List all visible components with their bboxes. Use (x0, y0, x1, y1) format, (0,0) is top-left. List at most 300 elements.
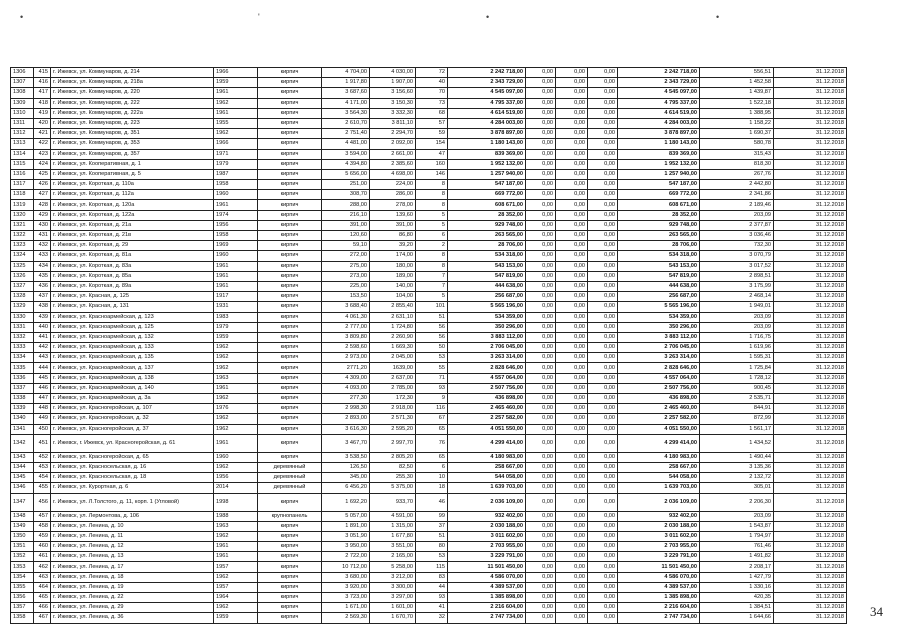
rate-per-m2-cell: 844,91 (700, 404, 774, 414)
wall-material-cell: кирпич (258, 302, 322, 312)
wall-material-cell: кирпич (258, 322, 322, 332)
rate-per-m2-cell: 2 535,71 (700, 394, 774, 404)
date-cell: 31.12.2018 (774, 118, 847, 128)
living-area-cell: 2 855,40 (370, 302, 416, 312)
date-cell: 31.12.2018 (774, 129, 847, 139)
table-row (11, 159, 847, 169)
year-built-cell: 1957 (214, 562, 258, 572)
zero-value-cell: 0,00 (556, 68, 588, 78)
table-row (11, 542, 847, 552)
zero-value-cell: 0,00 (588, 78, 618, 88)
zero-value-cell: 0,00 (588, 68, 618, 78)
residents-count-cell: 9 (416, 394, 448, 404)
value-residual-cell: 4 284 003,00 (618, 118, 700, 128)
rate-per-m2-cell: 1 427,79 (700, 572, 774, 582)
address-cell: г. Ижевск, ул. Коммунаров, д. 353 (51, 139, 214, 149)
value-total-cell: 1 257 940,00 (448, 169, 526, 179)
living-area-cell: 2 595,20 (370, 424, 416, 434)
zero-value-cell: 0,00 (556, 562, 588, 572)
housing-register-table (10, 67, 847, 624)
rate-per-m2-cell: 1 716,75 (700, 332, 774, 342)
rate-per-m2-cell: 900,45 (700, 383, 774, 393)
wall-material-cell: кирпич (258, 414, 322, 424)
wall-material-cell: кирпич (258, 552, 322, 562)
living-area-cell: 2 661,00 (370, 149, 416, 159)
table-row (11, 363, 847, 373)
total-area-cell: 2 973,00 (322, 353, 370, 363)
record-id: 464 (34, 582, 51, 592)
record-id: 433 (34, 251, 51, 261)
residents-count-cell: 5 (416, 292, 448, 302)
value-residual-cell: 2 242 718,00 (618, 68, 700, 78)
address-cell: г. Ижевск, ул. Коммунаров, д. 218а (51, 78, 214, 88)
rate-per-m2-cell: 1 949,01 (700, 302, 774, 312)
record-id: 458 (34, 521, 51, 531)
total-area-cell: 1 917,80 (322, 78, 370, 88)
value-total-cell: 3 878 897,00 (448, 129, 526, 139)
value-total-cell: 4 545 097,00 (448, 88, 526, 98)
rate-per-m2-cell: 1 595,31 (700, 353, 774, 363)
value-residual-cell: 2 257 582,00 (618, 414, 700, 424)
rate-per-m2-cell: 315,43 (700, 149, 774, 159)
zero-value-cell: 0,00 (526, 210, 556, 220)
residents-count-cell: 41 (416, 603, 448, 613)
residents-count-cell: 51 (416, 312, 448, 322)
wall-material-cell: кирпич (258, 149, 322, 159)
wall-material-cell: кирпич (258, 108, 322, 118)
value-residual-cell: 2 706 045,00 (618, 343, 700, 353)
rate-per-m2-cell: 1 388,95 (700, 108, 774, 118)
total-area-cell: 273,00 (322, 271, 370, 281)
table-row (11, 98, 847, 108)
row-number: 1310 (11, 108, 34, 118)
living-area-cell: 5 258,00 (370, 562, 416, 572)
table-row (11, 251, 847, 261)
wall-material-cell: кирпич (258, 231, 322, 241)
value-residual-cell: 1 952 132,00 (618, 159, 700, 169)
zero-value-cell: 0,00 (526, 603, 556, 613)
rate-per-m2-cell: 761,46 (700, 542, 774, 552)
year-built-cell: 1962 (214, 531, 258, 541)
date-cell: 31.12.2018 (774, 180, 847, 190)
zero-value-cell: 0,00 (526, 473, 556, 483)
table-row (11, 473, 847, 483)
rate-per-m2-cell: 3 017,52 (700, 261, 774, 271)
living-area-cell: 1 601,00 (370, 603, 416, 613)
table-row (11, 220, 847, 230)
value-residual-cell: 4 586 070,00 (618, 572, 700, 582)
living-area-cell: 1 677,80 (370, 531, 416, 541)
table-row (11, 493, 847, 511)
zero-value-cell: 0,00 (588, 511, 618, 521)
value-residual-cell: 534 359,00 (618, 312, 700, 322)
address-cell: г. Ижевск, ул. Ленина, д. 22 (51, 593, 214, 603)
zero-value-cell: 0,00 (556, 210, 588, 220)
table-row (11, 200, 847, 210)
zero-value-cell: 0,00 (588, 159, 618, 169)
zero-value-cell: 0,00 (556, 383, 588, 393)
rate-per-m2-cell: 3 175,99 (700, 281, 774, 291)
residents-count-cell: 93 (416, 383, 448, 393)
record-id: 461 (34, 552, 51, 562)
address-cell: г. Ижевск, ул. Кооперативная, д. 5 (51, 169, 214, 179)
record-id: 457 (34, 511, 51, 521)
record-id: 454 (34, 473, 51, 483)
zero-value-cell: 0,00 (588, 98, 618, 108)
zero-value-cell: 0,00 (556, 88, 588, 98)
total-area-cell: 4 394,80 (322, 159, 370, 169)
total-area-cell: 2 777,00 (322, 322, 370, 332)
rate-per-m2-cell: 1 543,87 (700, 521, 774, 531)
year-built-cell: 1961 (214, 108, 258, 118)
residents-count-cell: 8 (416, 200, 448, 210)
residents-count-cell: 7 (416, 281, 448, 291)
row-number: 1356 (11, 593, 34, 603)
wall-material-cell: кирпич (258, 383, 322, 393)
zero-value-cell: 0,00 (526, 88, 556, 98)
living-area-cell: 5 375,00 (370, 483, 416, 493)
total-area-cell: 2 893,00 (322, 414, 370, 424)
year-built-cell: 1961 (214, 281, 258, 291)
zero-value-cell: 0,00 (588, 483, 618, 493)
year-built-cell: 1960 (214, 452, 258, 462)
address-cell: г. Ижевск, ул. Короткая, д. 21а (51, 220, 214, 230)
value-total-cell: 932 402,00 (448, 511, 526, 521)
value-total-cell: 3 883 112,00 (448, 332, 526, 342)
rate-per-m2-cell: 2 377,87 (700, 220, 774, 230)
value-total-cell: 2 507 756,00 (448, 383, 526, 393)
date-cell: 31.12.2018 (774, 363, 847, 373)
table-row (11, 572, 847, 582)
address-cell: г. Ижевск, ул. Ленина, д. 10 (51, 521, 214, 531)
record-id: 447 (34, 394, 51, 404)
row-number: 1345 (11, 473, 34, 483)
wall-material-cell: деревянный (258, 462, 322, 472)
row-number: 1341 (11, 424, 34, 434)
table-row (11, 129, 847, 139)
rate-per-m2-cell: 203,09 (700, 312, 774, 322)
zero-value-cell: 0,00 (556, 462, 588, 472)
record-id: 467 (34, 613, 51, 623)
living-area-cell: 39,20 (370, 241, 416, 251)
zero-value-cell: 0,00 (556, 552, 588, 562)
record-id: 451 (34, 434, 51, 452)
rate-per-m2-cell: 3 070,79 (700, 251, 774, 261)
row-number: 1332 (11, 332, 34, 342)
value-residual-cell: 3 263 314,00 (618, 353, 700, 363)
rate-per-m2-cell: 2 132,72 (700, 473, 774, 483)
record-id: 430 (34, 220, 51, 230)
zero-value-cell: 0,00 (588, 542, 618, 552)
zero-value-cell: 0,00 (556, 190, 588, 200)
record-id: 465 (34, 593, 51, 603)
value-total-cell: 3 011 602,00 (448, 531, 526, 541)
value-residual-cell: 4 389 537,00 (618, 582, 700, 592)
year-built-cell: 1961 (214, 434, 258, 452)
row-number: 1349 (11, 521, 34, 531)
year-built-cell: 1963 (214, 373, 258, 383)
zero-value-cell: 0,00 (588, 129, 618, 139)
year-built-cell: 1962 (214, 353, 258, 363)
zero-value-cell: 0,00 (588, 414, 618, 424)
row-number: 1326 (11, 271, 34, 281)
address-cell: г. Ижевск, ул. Ленина, д. 13 (51, 552, 214, 562)
residents-count-cell: 2 (416, 241, 448, 251)
table-row (11, 552, 847, 562)
address-cell: г. Ижевск, ул. Короткая, д. 81а (51, 251, 214, 261)
value-total-cell: 534 359,00 (448, 312, 526, 322)
living-area-cell: 2 997,70 (370, 434, 416, 452)
wall-material-cell: кирпич (258, 434, 322, 452)
residents-count-cell: 116 (416, 404, 448, 414)
table-row (11, 78, 847, 88)
wall-material-cell: деревянный (258, 473, 322, 483)
rate-per-m2-cell: 420,35 (700, 593, 774, 603)
residents-count-cell: 40 (416, 78, 448, 88)
zero-value-cell: 0,00 (588, 108, 618, 118)
value-residual-cell: 608 671,00 (618, 200, 700, 210)
year-built-cell: 1964 (214, 593, 258, 603)
value-residual-cell: 4 180 983,00 (618, 452, 700, 462)
value-residual-cell: 547 187,00 (618, 180, 700, 190)
zero-value-cell: 0,00 (556, 483, 588, 493)
date-cell: 31.12.2018 (774, 542, 847, 552)
living-area-cell: 172,30 (370, 394, 416, 404)
residents-count-cell: 53 (416, 552, 448, 562)
record-id: 443 (34, 353, 51, 363)
record-id: 448 (34, 404, 51, 414)
value-residual-cell: 2 703 955,00 (618, 542, 700, 552)
value-residual-cell: 839 369,00 (618, 149, 700, 159)
zero-value-cell: 0,00 (588, 271, 618, 281)
living-area-cell: 3 297,00 (370, 593, 416, 603)
value-residual-cell: 28 706,00 (618, 241, 700, 251)
total-area-cell: 5 057,00 (322, 511, 370, 521)
value-residual-cell: 3 883 112,00 (618, 332, 700, 342)
residents-count-cell: 8 (416, 251, 448, 261)
rate-per-m2-cell: 2 468,14 (700, 292, 774, 302)
table-row (11, 521, 847, 531)
date-cell: 31.12.2018 (774, 373, 847, 383)
date-cell: 31.12.2018 (774, 511, 847, 521)
row-number: 1342 (11, 434, 34, 452)
table-row (11, 424, 847, 434)
zero-value-cell: 0,00 (526, 493, 556, 511)
zero-value-cell: 0,00 (588, 220, 618, 230)
table-row (11, 394, 847, 404)
table-row (11, 332, 847, 342)
year-built-cell: 1957 (214, 582, 258, 592)
year-built-cell: 1974 (214, 210, 258, 220)
rate-per-m2-cell: 2 208,17 (700, 562, 774, 572)
table-row (11, 353, 847, 363)
record-id: 456 (34, 493, 51, 511)
row-number: 1307 (11, 78, 34, 88)
total-area-cell: 4 704,00 (322, 68, 370, 78)
rate-per-m2-cell: 732,30 (700, 241, 774, 251)
value-total-cell: 4 180 983,00 (448, 452, 526, 462)
zero-value-cell: 0,00 (526, 129, 556, 139)
value-total-cell: 544 058,00 (448, 473, 526, 483)
zero-value-cell: 0,00 (588, 343, 618, 353)
wall-material-cell: кирпич (258, 542, 322, 552)
date-cell: 31.12.2018 (774, 394, 847, 404)
table-row (11, 261, 847, 271)
table-row (11, 383, 847, 393)
table-row (11, 414, 847, 424)
value-residual-cell: 4 614 519,00 (618, 108, 700, 118)
total-area-cell: 3 809,80 (322, 332, 370, 342)
row-number: 1333 (11, 343, 34, 353)
zero-value-cell: 0,00 (588, 572, 618, 582)
value-residual-cell: 3 011 602,00 (618, 531, 700, 541)
wall-material-cell: кирпич (258, 613, 322, 623)
year-built-cell: 1961 (214, 383, 258, 393)
value-total-cell: 4 284 003,00 (448, 118, 526, 128)
table-row (11, 139, 847, 149)
zero-value-cell: 0,00 (556, 434, 588, 452)
value-total-cell: 2 036 109,00 (448, 493, 526, 511)
record-id: 420 (34, 118, 51, 128)
living-area-cell: 2 805,20 (370, 452, 416, 462)
wall-material-cell: кирпич (258, 139, 322, 149)
row-number: 1350 (11, 531, 34, 541)
date-cell: 31.12.2018 (774, 312, 847, 322)
record-id: 424 (34, 159, 51, 169)
zero-value-cell: 0,00 (526, 241, 556, 251)
zero-value-cell: 0,00 (526, 180, 556, 190)
row-number: 1327 (11, 281, 34, 291)
zero-value-cell: 0,00 (588, 180, 618, 190)
date-cell: 31.12.2018 (774, 562, 847, 572)
residents-count-cell: 7 (416, 271, 448, 281)
row-number: 1340 (11, 414, 34, 424)
zero-value-cell: 0,00 (556, 271, 588, 281)
value-residual-cell: 11 501 450,00 (618, 562, 700, 572)
value-residual-cell: 444 638,00 (618, 281, 700, 291)
date-cell: 31.12.2018 (774, 292, 847, 302)
year-built-cell: 1962 (214, 343, 258, 353)
living-area-cell: 3 551,00 (370, 542, 416, 552)
zero-value-cell: 0,00 (526, 322, 556, 332)
zero-value-cell: 0,00 (526, 149, 556, 159)
address-cell: г. Ижевск, ул. Красная, д. 131 (51, 302, 214, 312)
address-cell: г. Ижевск, ул. Красноармейская, д. 123 (51, 312, 214, 322)
row-number: 1344 (11, 462, 34, 472)
zero-value-cell: 0,00 (526, 404, 556, 414)
zero-value-cell: 0,00 (588, 200, 618, 210)
residents-count-cell: 101 (416, 302, 448, 312)
zero-value-cell: 0,00 (556, 200, 588, 210)
value-residual-cell: 5 565 196,00 (618, 302, 700, 312)
living-area-cell: 2 260,90 (370, 332, 416, 342)
zero-value-cell: 0,00 (556, 322, 588, 332)
year-built-cell: 1962 (214, 462, 258, 472)
row-number: 1308 (11, 88, 34, 98)
living-area-cell: 4 698,00 (370, 169, 416, 179)
total-area-cell: 6 456,20 (322, 483, 370, 493)
total-area-cell: 10 712,00 (322, 562, 370, 572)
year-built-cell: 1962 (214, 603, 258, 613)
year-built-cell: 1961 (214, 552, 258, 562)
zero-value-cell: 0,00 (556, 108, 588, 118)
value-residual-cell: 3 878 897,00 (618, 129, 700, 139)
zero-value-cell: 0,00 (588, 210, 618, 220)
zero-value-cell: 0,00 (526, 562, 556, 572)
date-cell: 31.12.2018 (774, 241, 847, 251)
value-total-cell: 258 667,00 (448, 462, 526, 472)
rate-per-m2-cell: 1 439,87 (700, 88, 774, 98)
row-number: 1335 (11, 363, 34, 373)
record-id: 416 (34, 78, 51, 88)
value-total-cell: 436 898,00 (448, 394, 526, 404)
living-area-cell: 224,00 (370, 180, 416, 190)
value-total-cell: 669 772,00 (448, 190, 526, 200)
zero-value-cell: 0,00 (526, 281, 556, 291)
zero-value-cell: 0,00 (526, 139, 556, 149)
wall-material-cell: кирпич (258, 531, 322, 541)
residents-count-cell: 8 (416, 261, 448, 271)
zero-value-cell: 0,00 (556, 582, 588, 592)
value-total-cell: 2 343 729,00 (448, 78, 526, 88)
zero-value-cell: 0,00 (526, 159, 556, 169)
value-residual-cell: 263 565,00 (618, 231, 700, 241)
zero-value-cell: 0,00 (556, 78, 588, 88)
year-built-cell: 1971 (214, 149, 258, 159)
zero-value-cell: 0,00 (588, 363, 618, 373)
value-total-cell: 2 216 604,00 (448, 603, 526, 613)
zero-value-cell: 0,00 (588, 190, 618, 200)
value-total-cell: 1 180 143,00 (448, 139, 526, 149)
zero-value-cell: 0,00 (556, 292, 588, 302)
table-row (11, 483, 847, 493)
value-residual-cell: 932 402,00 (618, 511, 700, 521)
zero-value-cell: 0,00 (588, 582, 618, 592)
wall-material-cell: кирпич (258, 68, 322, 78)
residents-count-cell: 5 (416, 220, 448, 230)
date-cell: 31.12.2018 (774, 149, 847, 159)
living-area-cell: 3 156,60 (370, 88, 416, 98)
rate-per-m2-cell: 203,09 (700, 511, 774, 521)
address-cell: г. Ижевск, ул. Короткая, д. 110а (51, 180, 214, 190)
zero-value-cell: 0,00 (588, 251, 618, 261)
record-id: 425 (34, 169, 51, 179)
row-number: 1317 (11, 180, 34, 190)
zero-value-cell: 0,00 (526, 542, 556, 552)
value-residual-cell: 1 257 940,00 (618, 169, 700, 179)
address-cell: г. Ижевск, ул. Коммунаров, д. 220 (51, 88, 214, 98)
wall-material-cell: кирпич (258, 343, 322, 353)
zero-value-cell: 0,00 (556, 312, 588, 322)
date-cell: 31.12.2018 (774, 613, 847, 623)
year-built-cell: 1958 (214, 231, 258, 241)
year-built-cell: 1931 (214, 302, 258, 312)
address-cell: г. Ижевск, ул. Короткая, д. 89а (51, 281, 214, 291)
wall-material-cell: кирпич (258, 363, 322, 373)
zero-value-cell: 0,00 (556, 231, 588, 241)
zero-value-cell: 0,00 (556, 302, 588, 312)
value-residual-cell: 2 036 109,00 (618, 493, 700, 511)
total-area-cell: 2 998,30 (322, 404, 370, 414)
address-cell: г. Ижевск, ул. Ленина, д. 19 (51, 582, 214, 592)
rate-per-m2-cell: 1 644,66 (700, 613, 774, 623)
value-total-cell: 2 828 646,00 (448, 363, 526, 373)
zero-value-cell: 0,00 (526, 531, 556, 541)
rate-per-m2-cell: 1 330,16 (700, 582, 774, 592)
total-area-cell: 120,60 (322, 231, 370, 241)
address-cell: г. Ижевск, ул. Коммунаров, д. 223 (51, 118, 214, 128)
zero-value-cell: 0,00 (588, 383, 618, 393)
